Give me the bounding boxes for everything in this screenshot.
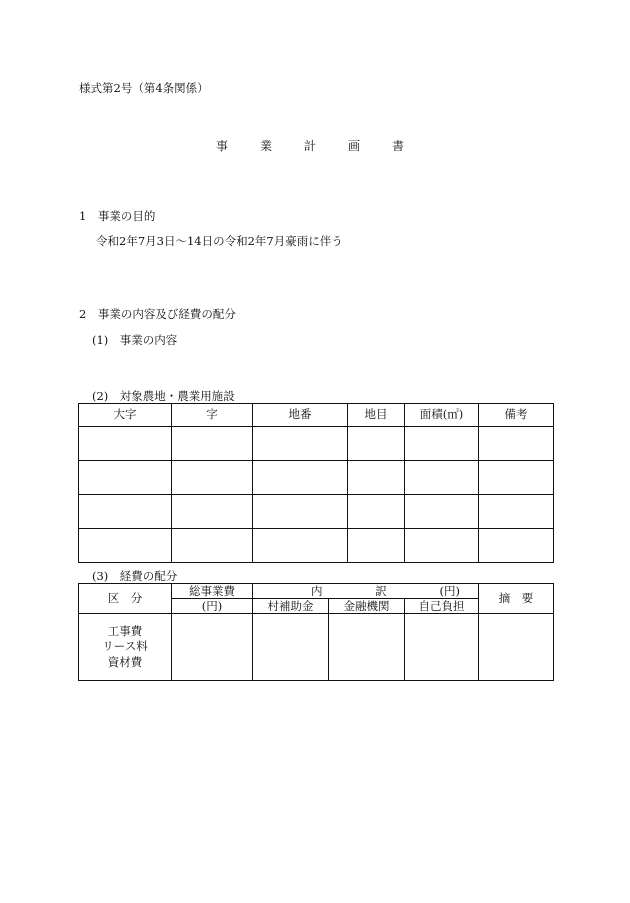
- subsection-cost-heading: (3) 経費の配分: [92, 569, 178, 583]
- cell-chiban[interactable]: [253, 495, 348, 529]
- cell-aza[interactable]: [172, 495, 253, 529]
- header-breakdown-mid: 訳: [375, 584, 387, 598]
- cell-oaza[interactable]: [79, 461, 172, 495]
- table-row: [79, 427, 554, 461]
- item-lease: リース料: [102, 639, 148, 654]
- subsection-content-heading: (1) 事業の内容: [92, 333, 178, 347]
- cell-tekiyo[interactable]: [479, 614, 554, 681]
- header-chiban: 地番: [253, 404, 348, 427]
- cell-area[interactable]: [405, 461, 479, 495]
- cell-area[interactable]: [405, 529, 479, 563]
- cell-chimoku[interactable]: [348, 529, 405, 563]
- cell-oaza[interactable]: [79, 495, 172, 529]
- cost-items-cell: [79, 614, 172, 681]
- cell-remarks[interactable]: [479, 529, 554, 563]
- table-row: [79, 495, 554, 529]
- cost-table-header-row-1: [79, 584, 554, 599]
- cell-total[interactable]: [172, 614, 253, 681]
- cell-aza[interactable]: [172, 529, 253, 563]
- header-self-burden: 自己負担: [405, 599, 479, 614]
- cell-chiban[interactable]: [253, 461, 348, 495]
- header-remarks: 備考: [479, 404, 554, 427]
- header-chimoku: 地目: [348, 404, 405, 427]
- section2-heading: 2 事業の内容及び経費の配分: [79, 307, 236, 321]
- cell-financial-institution[interactable]: [329, 614, 405, 681]
- header-financial-institution: 金融機関: [329, 599, 405, 614]
- cell-chiban[interactable]: [253, 529, 348, 563]
- header-oaza: 大字: [79, 404, 172, 427]
- header-tekiyo: 摘 要: [479, 584, 554, 614]
- cell-village-subsidy[interactable]: [253, 614, 329, 681]
- header-breakdown: [253, 584, 479, 599]
- header-kubun: 区 分: [79, 584, 172, 614]
- cell-self-burden[interactable]: [405, 614, 479, 681]
- cell-aza[interactable]: [172, 461, 253, 495]
- cell-area[interactable]: [405, 427, 479, 461]
- cell-oaza[interactable]: [79, 427, 172, 461]
- cell-area[interactable]: [405, 495, 479, 529]
- section1-body: 令和2年7月3日～14日の令和2年7月豪雨に伴う: [96, 234, 343, 248]
- subsection-land-heading: (2) 対象農地・農業用施設: [92, 389, 235, 403]
- cell-remarks[interactable]: [479, 427, 554, 461]
- cost-table: [78, 583, 554, 681]
- form-number: 様式第2号（第4条関係）: [79, 81, 209, 95]
- header-breakdown-unit: (円): [439, 584, 461, 598]
- cell-chimoku[interactable]: [348, 461, 405, 495]
- item-materials: 資材費: [107, 654, 143, 669]
- table-row: [79, 461, 554, 495]
- header-total-line2: (円): [172, 599, 253, 614]
- land-table: [78, 403, 554, 563]
- table-row: [79, 529, 554, 563]
- header-breakdown-left: 内: [311, 584, 323, 598]
- cell-chimoku[interactable]: [348, 427, 405, 461]
- cell-remarks[interactable]: [479, 495, 554, 529]
- header-aza: 字: [172, 404, 253, 427]
- header-area: 面積(㎡): [405, 404, 479, 427]
- table-row: [79, 614, 554, 681]
- item-construction: 工事費: [107, 623, 143, 638]
- header-total-line1: 総事業費: [172, 584, 253, 599]
- cell-chimoku[interactable]: [348, 495, 405, 529]
- cell-remarks[interactable]: [479, 461, 554, 495]
- cell-aza[interactable]: [172, 427, 253, 461]
- cell-oaza[interactable]: [79, 529, 172, 563]
- cell-chiban[interactable]: [253, 427, 348, 461]
- document-title: 事 業 計 画 書: [215, 139, 414, 153]
- section1-heading: 1 事業の目的: [79, 209, 156, 223]
- header-village-subsidy: 村補助金: [253, 599, 329, 614]
- land-table-header-row: [79, 404, 554, 427]
